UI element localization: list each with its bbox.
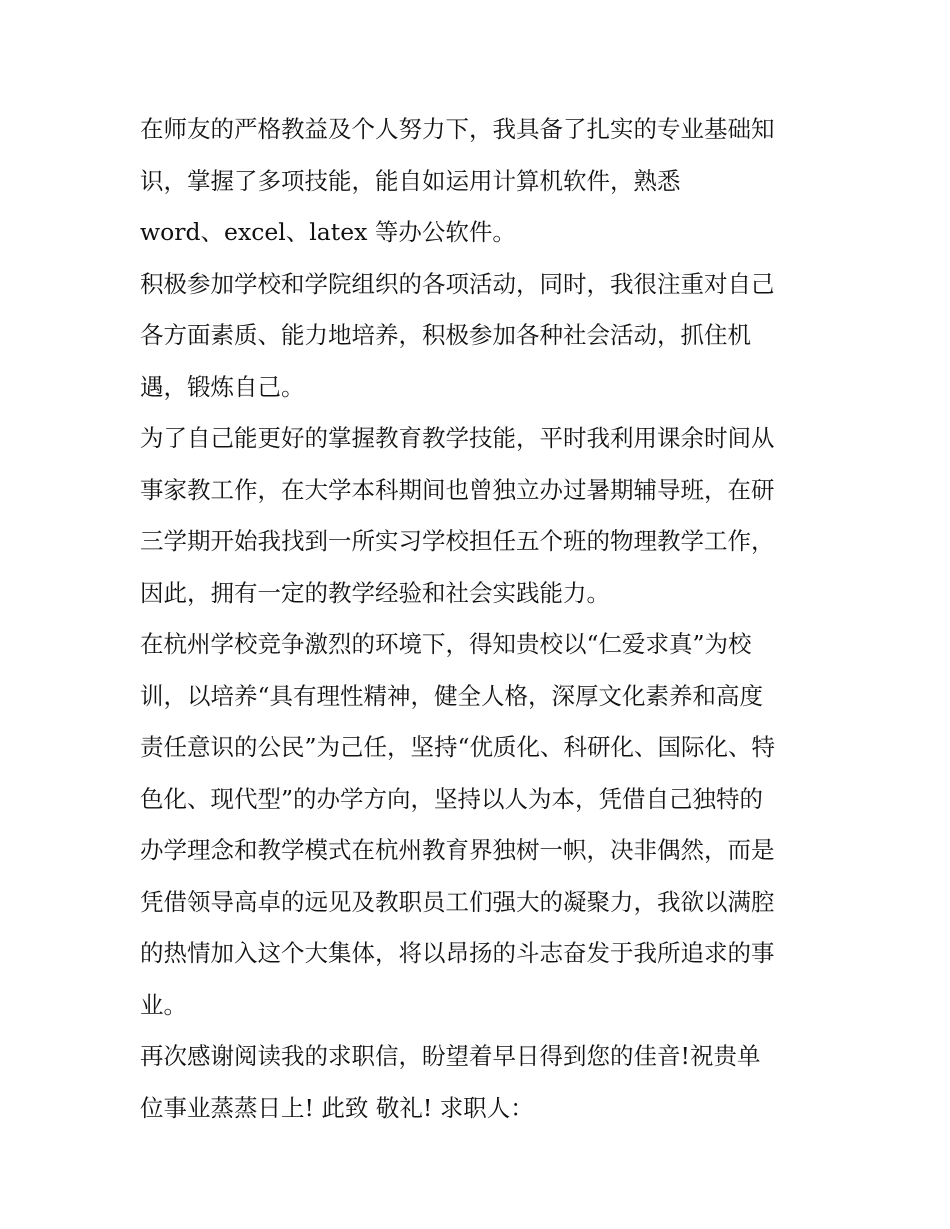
- text-line: 在师友的严格教益及个人努力下，我具备了扎实的专业基础知: [140, 115, 775, 143]
- text-line: 遇，锻炼自己。: [140, 372, 305, 401]
- text-line: 色化、现代型”的办学方向，坚持以人为本，凭借自己独特的: [140, 784, 764, 813]
- text-line: 积极参加学校和学院组织的各项活动，同时，我很注重对自己: [140, 269, 775, 298]
- text-line: 的热情加入这个大集体，将以昂扬的斗志奋发于我所追求的事: [140, 939, 775, 967]
- text-line: 位事业蒸蒸日上! 此致 敬礼! 求职人：: [140, 1093, 534, 1122]
- paragraph-school-praise: [140, 619, 816, 1031]
- text-line: 三学期开始我找到一所实习学校担任五个班的物理教学工作，: [140, 527, 775, 555]
- text-line: 识，掌握了多项技能，能自如运用计算机软件，熟悉: [140, 166, 681, 195]
- paragraph-activities: [140, 259, 816, 414]
- text-line: 再次感谢阅读我的求职信，盼望着早日得到您的佳音!祝贵单: [140, 1042, 761, 1070]
- text-line: 各方面素质、能力地培养，积极参加各种社会活动，抓住机: [140, 321, 751, 349]
- text-line: 凭借领导高卓的远见及教职员工们强大的凝聚力，我欲以满腔: [140, 887, 775, 916]
- document-body: [140, 104, 816, 1134]
- text-line: 业。: [140, 990, 187, 1019]
- text-line: 为了自己能更好的掌握教育教学技能，平时我利用课余时间从: [140, 424, 775, 452]
- text-line: 责任意识的公民”为己任，坚持“优质化、科研化、国际化、特: [140, 733, 776, 761]
- text-line: 训，以培养“具有理性精神，健全人格，深厚文化素养和高度: [140, 681, 764, 710]
- text-line: 因此，拥有一定的教学经验和社会实践能力。: [140, 578, 610, 607]
- paragraph-skills: [140, 104, 816, 259]
- text-line: 办学理念和教学模式在杭州教育界独树一帜，决非偶然，而是: [140, 836, 775, 864]
- text-line: 在杭州学校竞争激烈的环境下，得知贵校以“仁爱求真”为校: [140, 630, 752, 658]
- paragraph-teaching-experience: [140, 413, 816, 619]
- text-line: word、excel、latex 等办公软件。: [140, 218, 516, 246]
- text-line: 事家教工作，在大学本科期间也曾独立办过暑期辅导班，在研: [140, 475, 775, 504]
- paragraph-closing: [140, 1031, 816, 1134]
